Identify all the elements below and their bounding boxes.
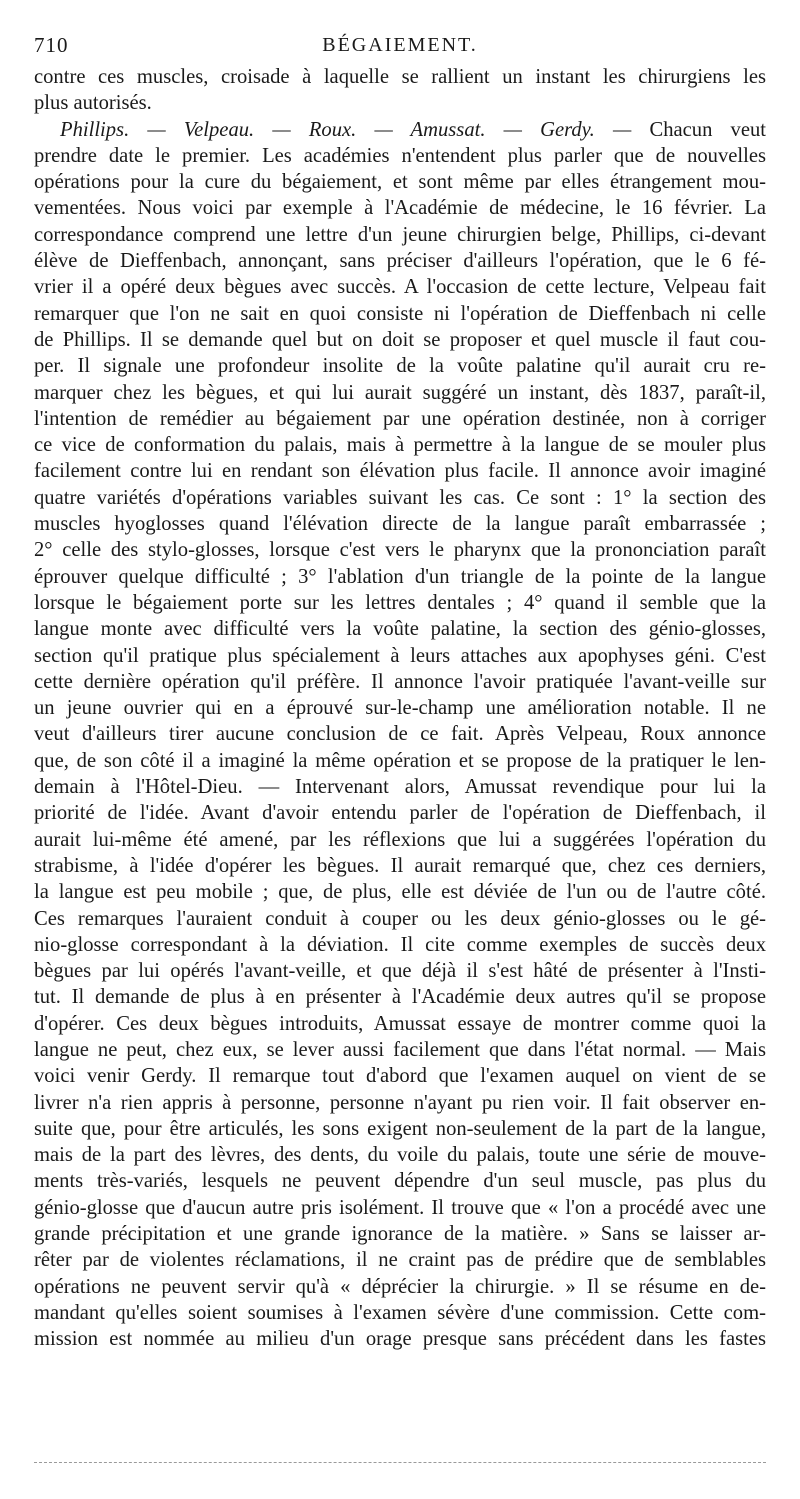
text-line: correspondance comprend une lettre d'un jeune chirurgien belge, Phillips, ci-devant [34,223,766,246]
text-line: mandant qu'elles soient soumises à l'examen sévère d'une commission. Cette com- [34,1301,766,1324]
text-line: facilement contre lui en rendant son élévation plus facile. Il annonce avoir imaginé [34,460,766,483]
text-line: lorsque le bégaiement porte sur les lettres dentales ; 4° quand il semble que la [34,591,766,614]
text-line: rêter par de violentes réclamations, il ne craint pas de prédire que de semblables [34,1249,766,1272]
text-line: muscles hyoglosses quand l'élévation directe de la langue paraît embarrassée ; [34,513,766,536]
text-line: éprouver quelque difficulté ; 3° l'ablation d'un triangle de la pointe de la langue [34,565,766,588]
text-line: l'intention de remédier au bégaiement par une opération destinée, non à corriger [34,407,766,430]
body-text [34,64,766,1353]
text-line: voici venir Gerdy. Il remarque tout d'abord que l'examen auquel on vient de se [34,1065,766,1088]
surgeon-names: Phillips. — Velpeau. — Roux. — Amussat. — Gerdy. — [60,118,632,141]
text-line: vementées. Nous voici par exemple à l'Académie de médecine, le 16 février. La [34,197,766,220]
text-line: priorité de l'idée. Avant d'avoir entendu parler de l'opération de Dieffenbach, il [34,802,766,825]
text-line: quatre variétés d'opérations variables suivant les cas. Ce sont : 1° la section des [34,486,766,509]
text-line: aurait lui-même été amené, par les réflexions que lui a suggérées l'opération du [34,828,766,851]
text-line: langue monte avec difficulté vers la voûte palatine, la section des génio-glosses, [34,618,766,641]
footer-rule [34,1462,766,1463]
text-line: de Phillips. Il se demande quel but on doit se proposer et quel muscle il faut cou- [34,328,766,351]
page-number: 710 [34,33,69,57]
running-head [34,30,766,60]
text-line: la langue est peu mobile ; que, de plus, elle est déviée de l'un ou de l'autre côté. [34,881,766,904]
text-line: grande précipitation et une grande ignorance de la matière. » Sans se laisser ar- [34,1223,766,1246]
text-line: tut. Il demande de plus à en présenter à l'Académie deux autres qu'il se propose [34,986,766,1009]
text-line-rest: Chacun veut [649,118,767,141]
text-line: élève de Dieffenbach, annonçant, sans préciser d'ailleurs l'opération, que le 6 fé- [34,250,766,273]
running-title: BÉGAIEMENT. [322,34,478,56]
text-line: mais de la part des lèvres, des dents, du voile du palais, toute une série de mouve- [34,1144,766,1167]
text-line: ce vice de conformation du palais, mais à permettre à la langue de se mouler plus [34,434,766,457]
text-line: per. Il signale une profondeur insolite de la voûte palatine qu'il aurait cru re- [34,355,766,378]
text-line: cette dernière opération qu'il préfère. Il annonce l'avoir pratiquée l'avant-veille sur [34,670,766,693]
text-line: mission est nommée au milieu d'un orage presque sans précédent dans les fastes [34,1328,766,1351]
text-line: ments très-variés, lesquels ne peuvent dépendre d'un seul muscle, pas plus du [34,1170,766,1193]
text-line: vrier il a opéré deux bègues avec succès. A l'occasion de cette lecture, Velpeau fait [34,276,766,299]
text-line: strabisme, à l'idée d'opérer les bègues. Il aurait remarqué que, chez ces derniers, [34,854,766,877]
text-line: veut d'ailleurs tirer aucune conclusion de ce fait. Après Velpeau, Roux annonce [34,723,766,746]
text-line: demain à l'Hôtel-Dieu. — Intervenant alors, Amussat revendique pour lui la [34,776,766,799]
text-line: contre ces muscles, croisade à laquelle se rallient un instant les chirurgiens les [34,66,766,88]
text-line: 2° celle des stylo-glosses, lorsque c'est vers le pharynx que la prononciation paraît [34,539,766,562]
text-line: marquer chez les bègues, et qui lui aurait suggéré un instant, dès 1837, paraît-il, [34,381,766,404]
text-line: que, de son côté il a imaginé la même opération et se propose de la pratiquer le len- [34,749,766,772]
text-line: un jeune ouvrier qui en a éprouvé sur-le-champ une amélioration notable. Il ne [34,697,766,720]
text-line: section qu'il pratique plus spécialement à leurs attaches aux apophyses géni. C'est [34,644,766,667]
text-line: langue ne peut, chez eux, se lever aussi facilement que dans l'état normal. — Mais [34,1038,766,1061]
text-line-with-names [34,117,766,143]
text-line: génio-glosse que d'aucun autre pris isolément. Il trouve que « l'on a procédé avec une [34,1196,766,1219]
text-line: nio-glosse correspondant à la déviation. Il cite comme exemples de succès deux [34,933,766,956]
text-line: suite que, pour être articulés, les sons exigent non-seulement de la part de la langue, [34,1117,766,1140]
text-line: livrer n'a rien appris à personne, personne n'ayant pu rien voir. Il fait observer en- [34,1091,766,1114]
text-line: opérations ne peuvent servir qu'à « déprécier la chirurgie. » Il se résume en de- [34,1275,766,1298]
text-line: prendre date le premier. Les académies n'entendent plus parler que de nouvelles [34,144,766,167]
text-line: bègues par lui opérés l'avant-veille, et que déjà il s'est hâté de présenter à l'Insti- [34,960,766,983]
text-line: plus autorisés. [34,92,152,115]
text-line: d'opérer. Ces deux bègues introduits, Amussat essaye de montrer comme quoi la [34,1012,766,1035]
text-line: opérations pour la cure du bégaiement, et sont même par elles étrangement mou- [34,171,766,194]
text-line: Ces remarques l'auraient conduit à couper ou les deux génio-glosses ou le gé- [34,907,766,930]
text-line: remarquer que l'on ne sait en quoi consiste ni l'opération de Dieffenbach ni celle [34,302,766,325]
